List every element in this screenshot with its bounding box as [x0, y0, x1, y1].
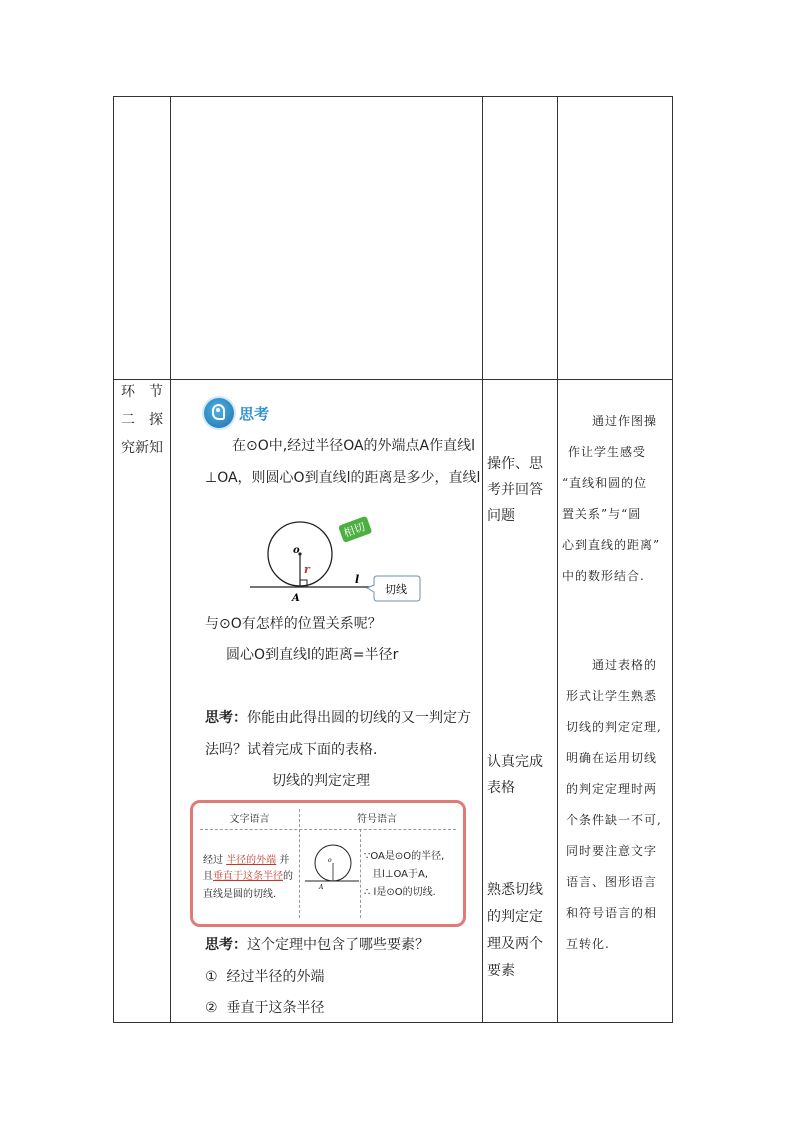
tangent-badge: [338, 516, 372, 543]
intent-line: 语言、图形语言: [566, 875, 658, 889]
small-a-label: A: [319, 884, 324, 891]
col-divider-2: [482, 97, 483, 1022]
question-line-3: 与⊙O有怎样的位置关系呢？: [205, 616, 382, 632]
element-text: 垂直于这条半径: [226, 1000, 325, 1016]
text-and: 且: [203, 871, 213, 882]
design-intent-1: [562, 406, 670, 592]
col-symbol-header: 符号语言: [357, 814, 397, 825]
element-item: [205, 996, 465, 1020]
think3-prefix: 思考：: [205, 937, 247, 953]
section-label-line: 环 节: [121, 384, 163, 400]
symbol-line-3: ∴ l是⊙O的切线.: [364, 887, 436, 898]
question-line-1: 在⊙O中,经过半径OA的外端点A作直线l: [232, 438, 476, 454]
text-blank-1: 半径的外端: [226, 855, 277, 866]
head-thinking-icon: [204, 398, 234, 428]
activity-line: 表格: [487, 780, 515, 796]
text-language-line-1: [203, 853, 299, 868]
intent-line: 互转化.: [566, 937, 610, 951]
col-text-header: 文字语言: [229, 814, 270, 825]
intent-line: 通过表格的: [592, 658, 658, 672]
activity-line: 考并回答: [487, 482, 543, 498]
symbol-line-2: 且l⊥OA于A,: [372, 869, 429, 880]
question-line-2: ⊥OA，则圆心O到直线l的距离是多少，直线l: [205, 470, 481, 486]
element-text: 经过半径的外端: [226, 969, 325, 985]
intent-line: 心到直线的距离”: [562, 538, 661, 552]
section-label-line: 二 探: [121, 412, 163, 428]
intent-line: 个条件缺一不可,: [566, 813, 662, 827]
section-label: [117, 381, 167, 459]
think2-line-1: [205, 706, 477, 730]
activity-line: 要素: [487, 963, 515, 979]
text-prefix: 经过: [203, 855, 223, 866]
text-mid: 并: [279, 855, 290, 866]
intent-line: 置关系”与“圆: [562, 507, 642, 521]
intent-line: 形式让学生熟悉: [566, 689, 658, 703]
intent-line: 的判定定理时两: [566, 782, 658, 796]
line-l-label: l: [355, 573, 360, 586]
activity-line: 操作、思: [487, 456, 543, 472]
theorem-table: [190, 800, 466, 927]
col-divider-1: [170, 97, 171, 1022]
badge-text: 相切: [341, 520, 367, 541]
tangent-figure: [245, 512, 425, 607]
small-o-label: o: [328, 857, 332, 864]
radius-label: r: [304, 563, 310, 576]
student-activity-1: [487, 451, 555, 529]
intent-line: 中的数形结合.: [562, 569, 645, 583]
think2-prefix: 思考：: [205, 710, 247, 726]
element-number: ②: [205, 1000, 218, 1016]
intent-line: 切线的判定定理,: [566, 720, 662, 734]
design-intent-2: [566, 650, 670, 960]
activity-line: 问题: [487, 508, 515, 524]
think-title: 思考: [239, 404, 270, 423]
intent-line: 作让学生感受: [568, 445, 647, 459]
student-activity-2: [487, 749, 555, 801]
intent-line: 明确在运用切线: [566, 751, 658, 765]
callout-text: 切线: [385, 583, 407, 596]
intent-line: 通过作图操: [592, 414, 658, 428]
think2-line-2: 法吗？试着完成下面的表格.: [205, 742, 378, 758]
row-divider: [114, 379, 672, 380]
think3-text: 这个定理中包含了哪些要素？: [247, 937, 429, 953]
activity-line: 熟悉切线: [487, 882, 543, 898]
student-activity-3: [487, 877, 555, 985]
center-label: o: [293, 545, 300, 556]
activity-line: 理及两个: [487, 936, 543, 952]
think2-text: 你能由此得出圆的切线的又一判定方: [247, 710, 471, 726]
text-suffix: 的: [283, 871, 293, 882]
text-blank-2: 垂直于这条半径: [213, 871, 283, 882]
think-header: [204, 398, 269, 428]
intent-line: 同时要注意文字: [566, 844, 658, 858]
intent-line: 和符号语言的相: [566, 906, 658, 920]
section-label-line: 究新知: [121, 440, 163, 456]
point-a-label: A: [292, 593, 300, 604]
col-divider-3: [557, 97, 558, 1022]
answer-line: 圆心O到直线l的距离=半径r: [226, 647, 399, 663]
text-language-line-3: 直线是圆的切线.: [203, 889, 277, 900]
theorem-figure: [301, 843, 361, 903]
element-item: [205, 965, 465, 989]
think3-line: [205, 933, 477, 957]
table-header-divider: [200, 829, 456, 830]
symbol-line-1: ∵OA是⊙O的半径,: [364, 851, 445, 862]
activity-line: 认真完成: [487, 754, 543, 770]
element-number: ①: [205, 969, 218, 985]
theorem-title: 切线的判定定理: [272, 773, 370, 789]
text-language-line-2: [203, 869, 299, 884]
activity-line: 的判定定: [487, 909, 543, 925]
intent-line: “直线和圆的位: [562, 476, 648, 490]
